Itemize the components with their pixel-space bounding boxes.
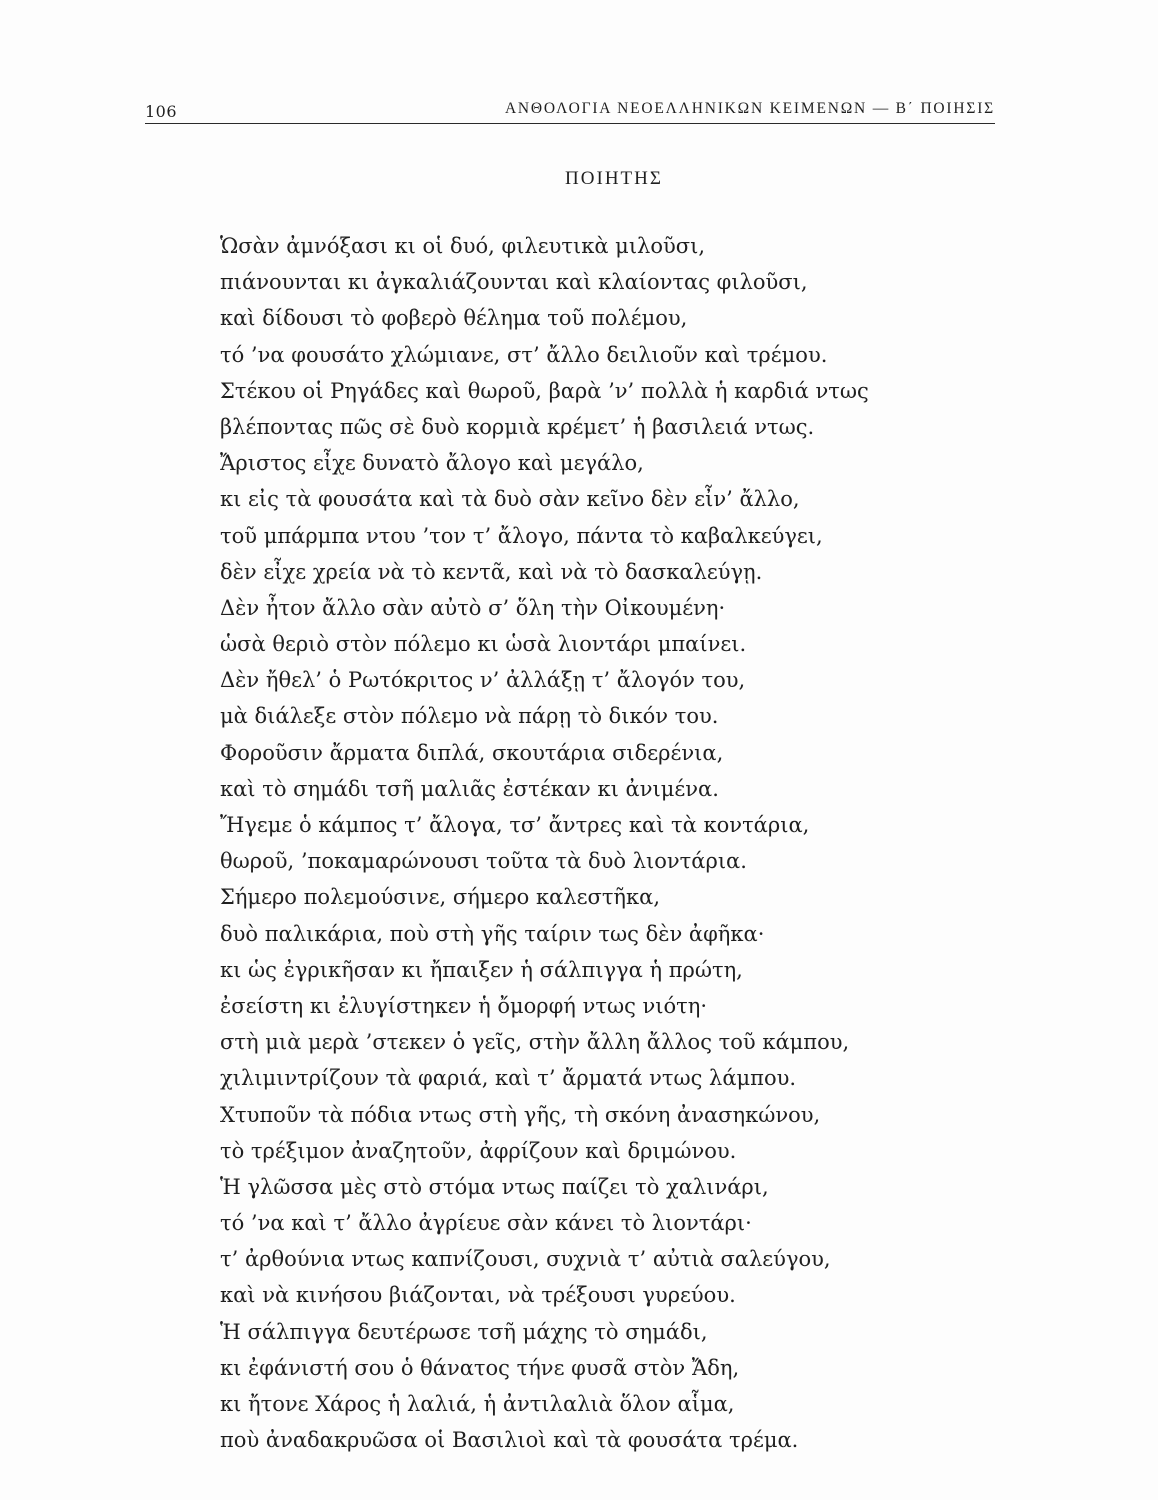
verse-line: καὶ νὰ κινήσου βιάζονται, νὰ τρέξουσι γυρεύου. [220,1283,736,1308]
page-header [145,92,995,126]
verse-line: κι ὡς ἐγρικῆσαν κι ἤπαιξεν ἡ σάλπιγγα ἡ πρώτη, [220,957,743,982]
verse-line: καὶ τὸ σημάδι τσῆ μαλιᾶς ἐστέκαν κι ἀνιμένα. [220,776,719,801]
verse-line: καὶ δίδουσι τὸ φοβερὸ θέλημα τοῦ πολέμου, [220,306,688,331]
page-number: 106 [145,102,178,121]
verse-line: μὰ διάλεξε στὸν πόλεμο νὰ πάρῃ τὸ δικόν του. [220,704,719,729]
verse-line: ποὺ ἀναδακρυῶσα οἱ Βασιλιοὶ καὶ τὰ φουσάτα τρέμα. [220,1428,799,1453]
verse-line: Φοροῦσιν ἄρματα διπλά, σκουτάρια σιδερένια, [220,740,724,765]
verse-line: Σήμερο πολεμούσινε, σήμερο καλεστῆκα, [220,885,660,910]
verse-line: Ἤγεμε ὁ κάμπος τ’ ἄλογα, τσ’ ἄντρες καὶ τὰ κοντάρια, [220,813,810,837]
verse-line: βλέποντας πῶς σὲ δυὸ κορμιὰ κρέμετ’ ἡ βασιλειά ντως. [220,414,815,439]
verse-line: Ἄριστος εἶχε δυνατὸ ἄλογο καὶ μεγάλο, [220,451,644,476]
verse-line: ὡσὰ θεριὸ στὸν πόλεμο κι ὡσὰ λιοντάρι μπαίνει. [220,632,747,657]
verse-line: κι εἰς τὰ φουσάτα καὶ τὰ δυὸ σὰν κεῖνο δὲν εἶν’ ἄλλο, [220,487,800,512]
header-rule [145,123,995,124]
verse-line: Δὲν ἦτον ἄλλο σὰν αὐτὸ σ’ ὅλη τὴν Οἰκουμένη· [220,595,726,620]
verse-line: ἐσείστη κι ἐλυγίστηκεν ἡ ὄμορφή ντως νιότη· [220,993,708,1018]
verse-line: Στέκου οἱ Ρηγάδες καὶ θωροῦ, βαρὰ ’ν’ πολλὰ ἡ καρδιά ντως [220,378,869,403]
verse-line: κι ἐφάνιστή σου ὁ θάνατος τήνε φυσᾶ στὸν Ἄδη, [220,1355,740,1380]
verse-line: Ὡσὰν ἀμνόξασι κι οἱ δυό, φιλευτικὰ μιλοῦσι, [220,234,706,258]
poem-verses [220,228,1000,1458]
verse-line: τοῦ μπάρμπα ντου ’τον τ’ ἄλογο, πάντα τὸ καβαλκεύγει, [220,523,823,548]
verse-line: δὲν εἶχε χρεία νὰ τὸ κεντᾶ, καὶ νὰ τὸ δασκαλεύγῃ. [220,559,763,584]
verse-line: τ’ ἀρθούνια ντως καπνίζουσι, συχνιὰ τ’ αὐτιὰ σαλεύγου, [220,1247,831,1272]
verse-line: τό ’να φουσάτο χλώμιανε, στ’ ἄλλο δειλιοῦν καὶ τρέμου. [220,342,828,367]
running-head: ΑΝΘΟΛΟΓΙΑ ΝΕΟΕΛΛΗΝΙΚΩΝ ΚΕΙΜΕΝΩΝ — Β΄ ΠΟΙΗΣΙΣ [504,100,995,117]
verse-line: χιλιμιντρίζουν τὰ φαριά, καὶ τ’ ἄρματά ντως λάμπου. [220,1066,797,1091]
verse-line: στὴ μιὰ μερὰ ’στεκεν ὁ γεῖς, στὴν ἄλλη ἄλλος τοῦ κάμπου, [220,1030,850,1055]
verse-line: πιάνουνται κι ἀγκαλιάζουνται καὶ κλαίοντας φιλοῦσι, [220,270,808,295]
verse-line: τὸ τρέξιμον ἀναζητοῦν, ἀφρίζουν καὶ δριμώνου. [220,1138,737,1163]
poem-title: ΠΟΙΗΤΗΣ [565,168,663,189]
verse-line: τό ’να καὶ τ’ ἄλλο ἀγρίευε σὰν κάνει τὸ λιοντάρι· [220,1211,752,1236]
verse-line: δυὸ παλικάρια, ποὺ στὴ γῆς ταίριν τως δὲν ἀφῆκα· [220,921,765,946]
verse-line: Ἡ γλῶσσα μὲς στὸ στόμα ντως παίζει τὸ χαλινάρι, [220,1174,769,1199]
verse-line: Ἡ σάλπιγγα δευτέρωσε τσῆ μάχης τὸ σημάδι, [220,1319,708,1344]
verse-line: θωροῦ, ’ποκαμαρώνουσι τοῦτα τὰ δυὸ λιοντάρια. [220,849,747,874]
verse-line: Δὲν ἤθελ’ ὁ Ρωτόκριτος ν’ ἀλλάξῃ τ’ ἄλογόν του, [220,668,746,693]
verse-line: κι ἤτονε Χάρος ἡ λαλιά, ἡ ἀντιλαλιὰ ὅλον αἷμα, [220,1392,735,1416]
verse-line: Χτυποῦν τὰ πόδια ντως στὴ γῆς, τὴ σκόνη ἀνασηκώνου, [220,1102,821,1127]
